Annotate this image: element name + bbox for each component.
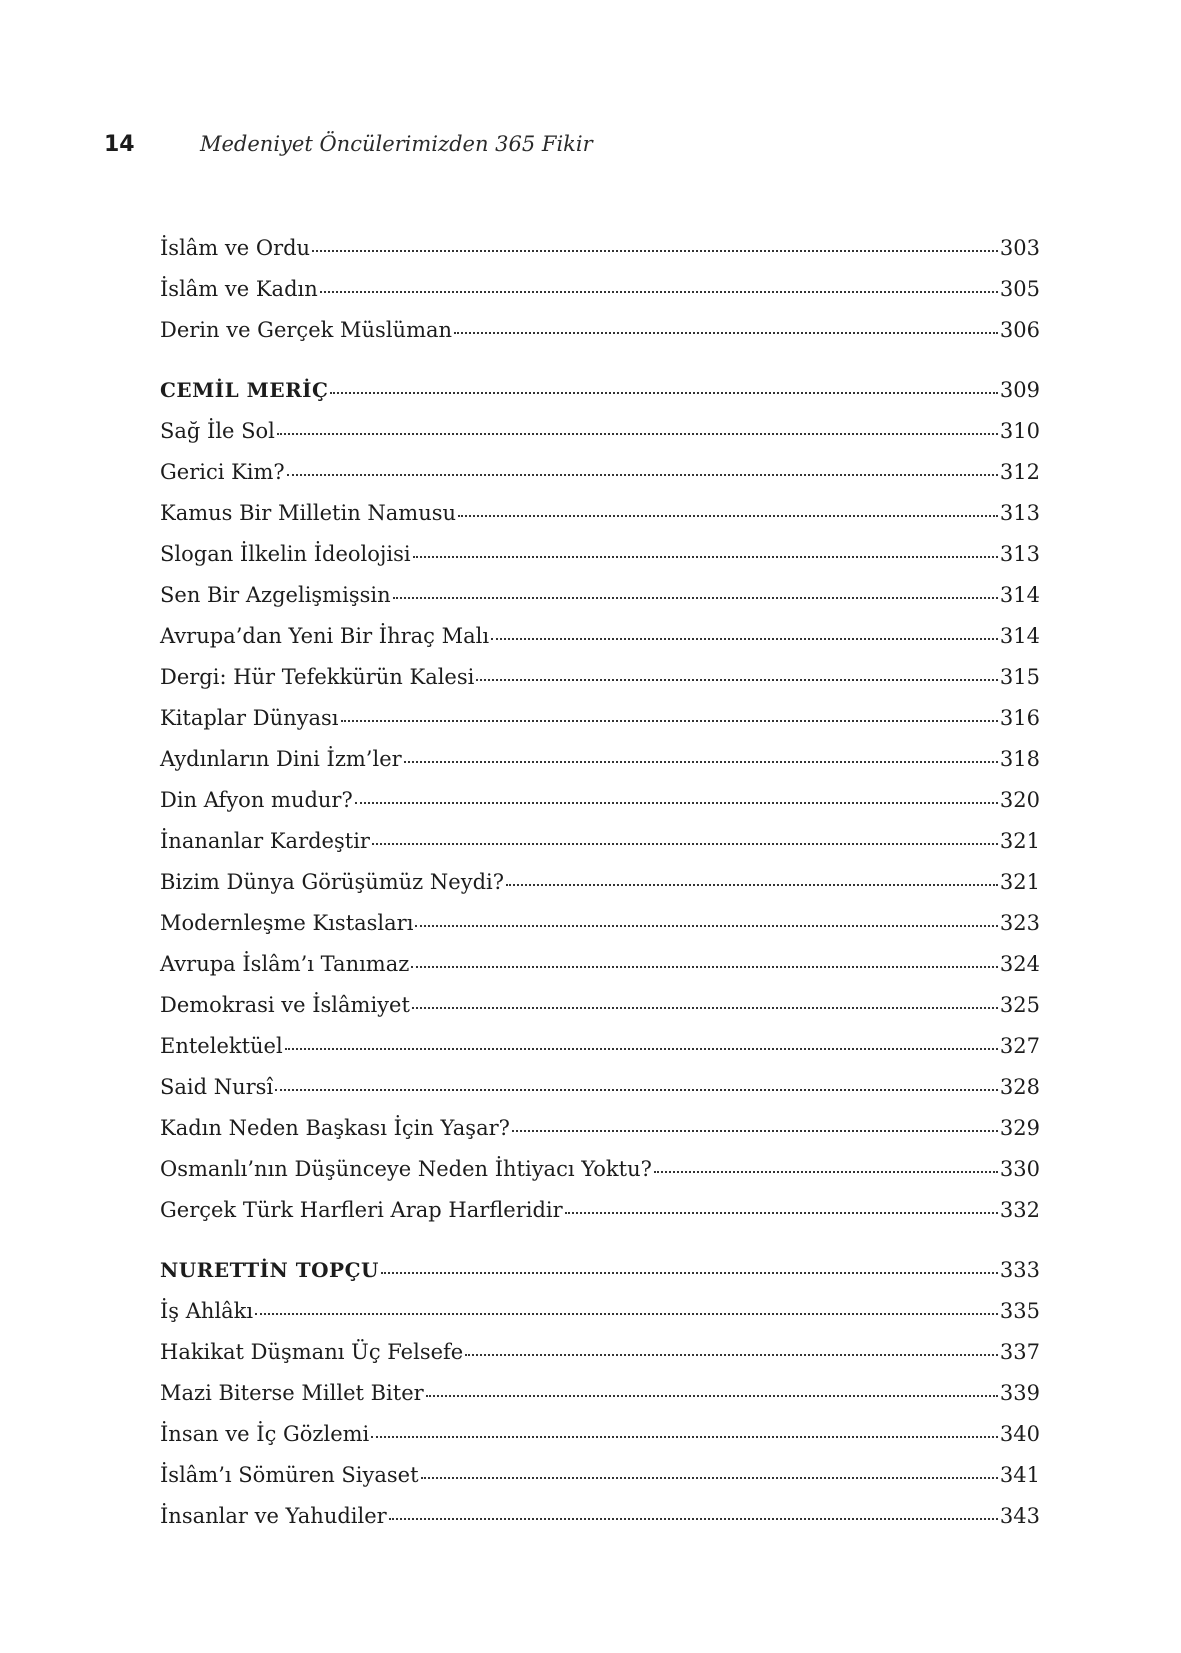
- toc-entry-title: Kadın Neden Başkası İçin Yaşar?: [160, 1115, 510, 1140]
- toc-entry[interactable]: [160, 867, 1040, 908]
- toc-entry[interactable]: [160, 1296, 1040, 1337]
- toc-entry-page: 332: [999, 1197, 1040, 1222]
- toc-entry-title: Sen Bir Azgelişmişsin: [160, 582, 391, 607]
- toc-section-heading[interactable]: [160, 1255, 1040, 1296]
- section-page: 333: [999, 1257, 1040, 1282]
- toc-entry-title: İslâm ve Kadın: [160, 276, 318, 301]
- toc-entry[interactable]: [160, 785, 1040, 826]
- dot-leader: [372, 823, 998, 845]
- page-number: 14: [104, 132, 135, 157]
- toc-entry-page: 330: [999, 1156, 1040, 1181]
- dot-leader: [415, 905, 997, 927]
- dot-leader: [287, 454, 998, 476]
- toc-entry[interactable]: [160, 908, 1040, 949]
- toc-entry-page: 316: [999, 705, 1040, 730]
- toc-entry[interactable]: [160, 1378, 1040, 1419]
- toc-entry-page: 305: [999, 276, 1040, 301]
- toc-entry-title: Said Nursî: [160, 1074, 274, 1099]
- dot-leader: [506, 864, 998, 886]
- dot-leader: [355, 782, 998, 804]
- toc-entry-page: 314: [999, 623, 1040, 648]
- dot-leader: [654, 1151, 998, 1173]
- dot-leader: [389, 1498, 998, 1520]
- toc-entry-title: Avrupa’dan Yeni Bir İhraç Malı: [160, 623, 490, 648]
- toc-entry[interactable]: [160, 539, 1040, 580]
- toc-entry-page: 324: [999, 951, 1040, 976]
- toc-entry[interactable]: [160, 621, 1040, 662]
- toc-entry-title: Sağ İle Sol: [160, 418, 275, 443]
- toc-entry[interactable]: [160, 1031, 1040, 1072]
- toc-entry-title: Kamus Bir Milletin Namusu: [160, 500, 457, 525]
- toc-entry[interactable]: [160, 1195, 1040, 1236]
- toc-entry-page: 321: [999, 869, 1040, 894]
- toc-section-heading[interactable]: [160, 375, 1040, 416]
- dot-leader: [393, 577, 998, 599]
- toc-entry-title: Aydınların Dini İzm’ler: [160, 746, 402, 771]
- dot-leader: [454, 312, 998, 334]
- toc-entry[interactable]: [160, 1072, 1040, 1113]
- toc-entry-page: 339: [999, 1380, 1040, 1405]
- dot-leader: [421, 1457, 998, 1479]
- toc-entry[interactable]: [160, 274, 1040, 315]
- toc-entry-page: 310: [999, 418, 1040, 443]
- toc-entry-title: Osmanlı’nın Düşünceye Neden İhtiyacı Yoktu?: [160, 1156, 652, 1181]
- dot-leader: [413, 536, 998, 558]
- toc-entry-page: 335: [999, 1298, 1040, 1323]
- dot-leader: [465, 1334, 998, 1356]
- toc-entry[interactable]: [160, 703, 1040, 744]
- dot-leader: [404, 741, 998, 763]
- toc-entry-title: Dergi: Hür Tefekkürün Kalesi: [160, 664, 475, 689]
- dot-leader: [458, 495, 998, 517]
- toc-entry-title: Hakikat Düşmanı Üç Felsefe: [160, 1339, 464, 1364]
- toc-entry-title: Slogan İlkelin İdeolojisi: [160, 541, 411, 566]
- toc-entry-title: Bizim Dünya Görüşümüz Neydi?: [160, 869, 505, 894]
- toc-entry[interactable]: [160, 457, 1040, 498]
- toc-entry-title: Entelektüel: [160, 1033, 283, 1058]
- toc-entry-page: 340: [999, 1421, 1040, 1446]
- dot-leader: [512, 1110, 998, 1132]
- running-title: Medeniyet Öncülerimizden 365 Fikir: [200, 132, 593, 156]
- toc-entry-page: 318: [999, 746, 1040, 771]
- toc-entry[interactable]: [160, 949, 1040, 990]
- toc-entry[interactable]: [160, 1154, 1040, 1195]
- dot-leader: [285, 1028, 998, 1050]
- page-header: [104, 132, 593, 157]
- dot-leader: [476, 659, 998, 681]
- toc-entry[interactable]: [160, 498, 1040, 539]
- toc-entry[interactable]: [160, 1460, 1040, 1501]
- toc-entry[interactable]: [160, 1419, 1040, 1460]
- toc-entry[interactable]: [160, 1501, 1040, 1542]
- toc-entry-page: 313: [999, 541, 1040, 566]
- toc-entry[interactable]: [160, 744, 1040, 785]
- dot-leader: [277, 413, 998, 435]
- toc-entry[interactable]: [160, 826, 1040, 867]
- toc-entry-title: İş Ahlâkı: [160, 1298, 254, 1323]
- dot-leader: [275, 1069, 998, 1091]
- toc-entry-page: 315: [999, 664, 1040, 689]
- toc-entry-page: 327: [999, 1033, 1040, 1058]
- toc-entry-title: Derin ve Gerçek Müslüman: [160, 317, 453, 342]
- toc-entry-page: 312: [999, 459, 1040, 484]
- toc-entry-page: 303: [999, 235, 1040, 260]
- dot-leader: [330, 372, 997, 394]
- toc-entry-title: İnsanlar ve Yahudiler: [160, 1503, 387, 1528]
- toc-entry-page: 306: [999, 317, 1040, 342]
- toc-entry-title: Kitaplar Dünyası: [160, 705, 339, 730]
- toc-entry[interactable]: [160, 416, 1040, 457]
- toc-entry-page: 313: [999, 500, 1040, 525]
- dot-leader: [491, 618, 998, 640]
- toc-entry[interactable]: [160, 990, 1040, 1031]
- dot-leader: [371, 1416, 998, 1438]
- section-title: NURETTİN TOPÇU: [160, 1257, 379, 1282]
- toc-entry-title: İnsan ve İç Gözlemi: [160, 1421, 370, 1446]
- toc-entry-title: Gerici Kim?: [160, 459, 285, 484]
- toc-entry-title: Modernleşme Kıstasları: [160, 910, 414, 935]
- toc-entry-page: 325: [999, 992, 1040, 1017]
- toc-entry-page: 321: [999, 828, 1040, 853]
- section-page: 309: [999, 377, 1040, 402]
- toc-entry-title: Gerçek Türk Harfleri Arap Harfleridir: [160, 1197, 563, 1222]
- toc-entry-page: 337: [999, 1339, 1040, 1364]
- toc-entry-page: 320: [999, 787, 1040, 812]
- toc-entry-page: 343: [999, 1503, 1040, 1528]
- dot-leader: [412, 987, 998, 1009]
- dot-leader: [426, 1375, 998, 1397]
- dot-leader: [411, 946, 998, 968]
- dot-leader: [320, 271, 998, 293]
- dot-leader: [381, 1252, 998, 1274]
- dot-leader: [565, 1192, 998, 1214]
- toc-entry-page: 323: [999, 910, 1040, 935]
- toc-entry-title: Avrupa İslâm’ı Tanımaz: [160, 951, 410, 976]
- toc-entry[interactable]: [160, 1113, 1040, 1154]
- toc-entry[interactable]: [160, 315, 1040, 356]
- toc-entry[interactable]: [160, 233, 1040, 274]
- toc-entry[interactable]: [160, 662, 1040, 703]
- toc-entry-page: 314: [999, 582, 1040, 607]
- section-title: CEMİL MERİÇ: [160, 377, 329, 402]
- table-of-contents: [160, 233, 1040, 1542]
- toc-entry-page: 329: [999, 1115, 1040, 1140]
- toc-entry-title: İslâm ve Ordu: [160, 235, 311, 260]
- toc-entry-title: Demokrasi ve İslâmiyet: [160, 992, 410, 1017]
- dot-leader: [255, 1293, 998, 1315]
- toc-entry[interactable]: [160, 580, 1040, 621]
- toc-entry-title: İnananlar Kardeştir: [160, 828, 370, 853]
- toc-entry-title: İslâm’ı Sömüren Siyaset: [160, 1462, 419, 1487]
- dot-leader: [341, 700, 998, 722]
- toc-entry[interactable]: [160, 1337, 1040, 1378]
- toc-entry-title: Mazi Biterse Millet Biter: [160, 1380, 424, 1405]
- toc-entry-page: 328: [999, 1074, 1040, 1099]
- dot-leader: [312, 230, 998, 252]
- toc-entry-page: 341: [999, 1462, 1040, 1487]
- toc-entry-title: Din Afyon mudur?: [160, 787, 353, 812]
